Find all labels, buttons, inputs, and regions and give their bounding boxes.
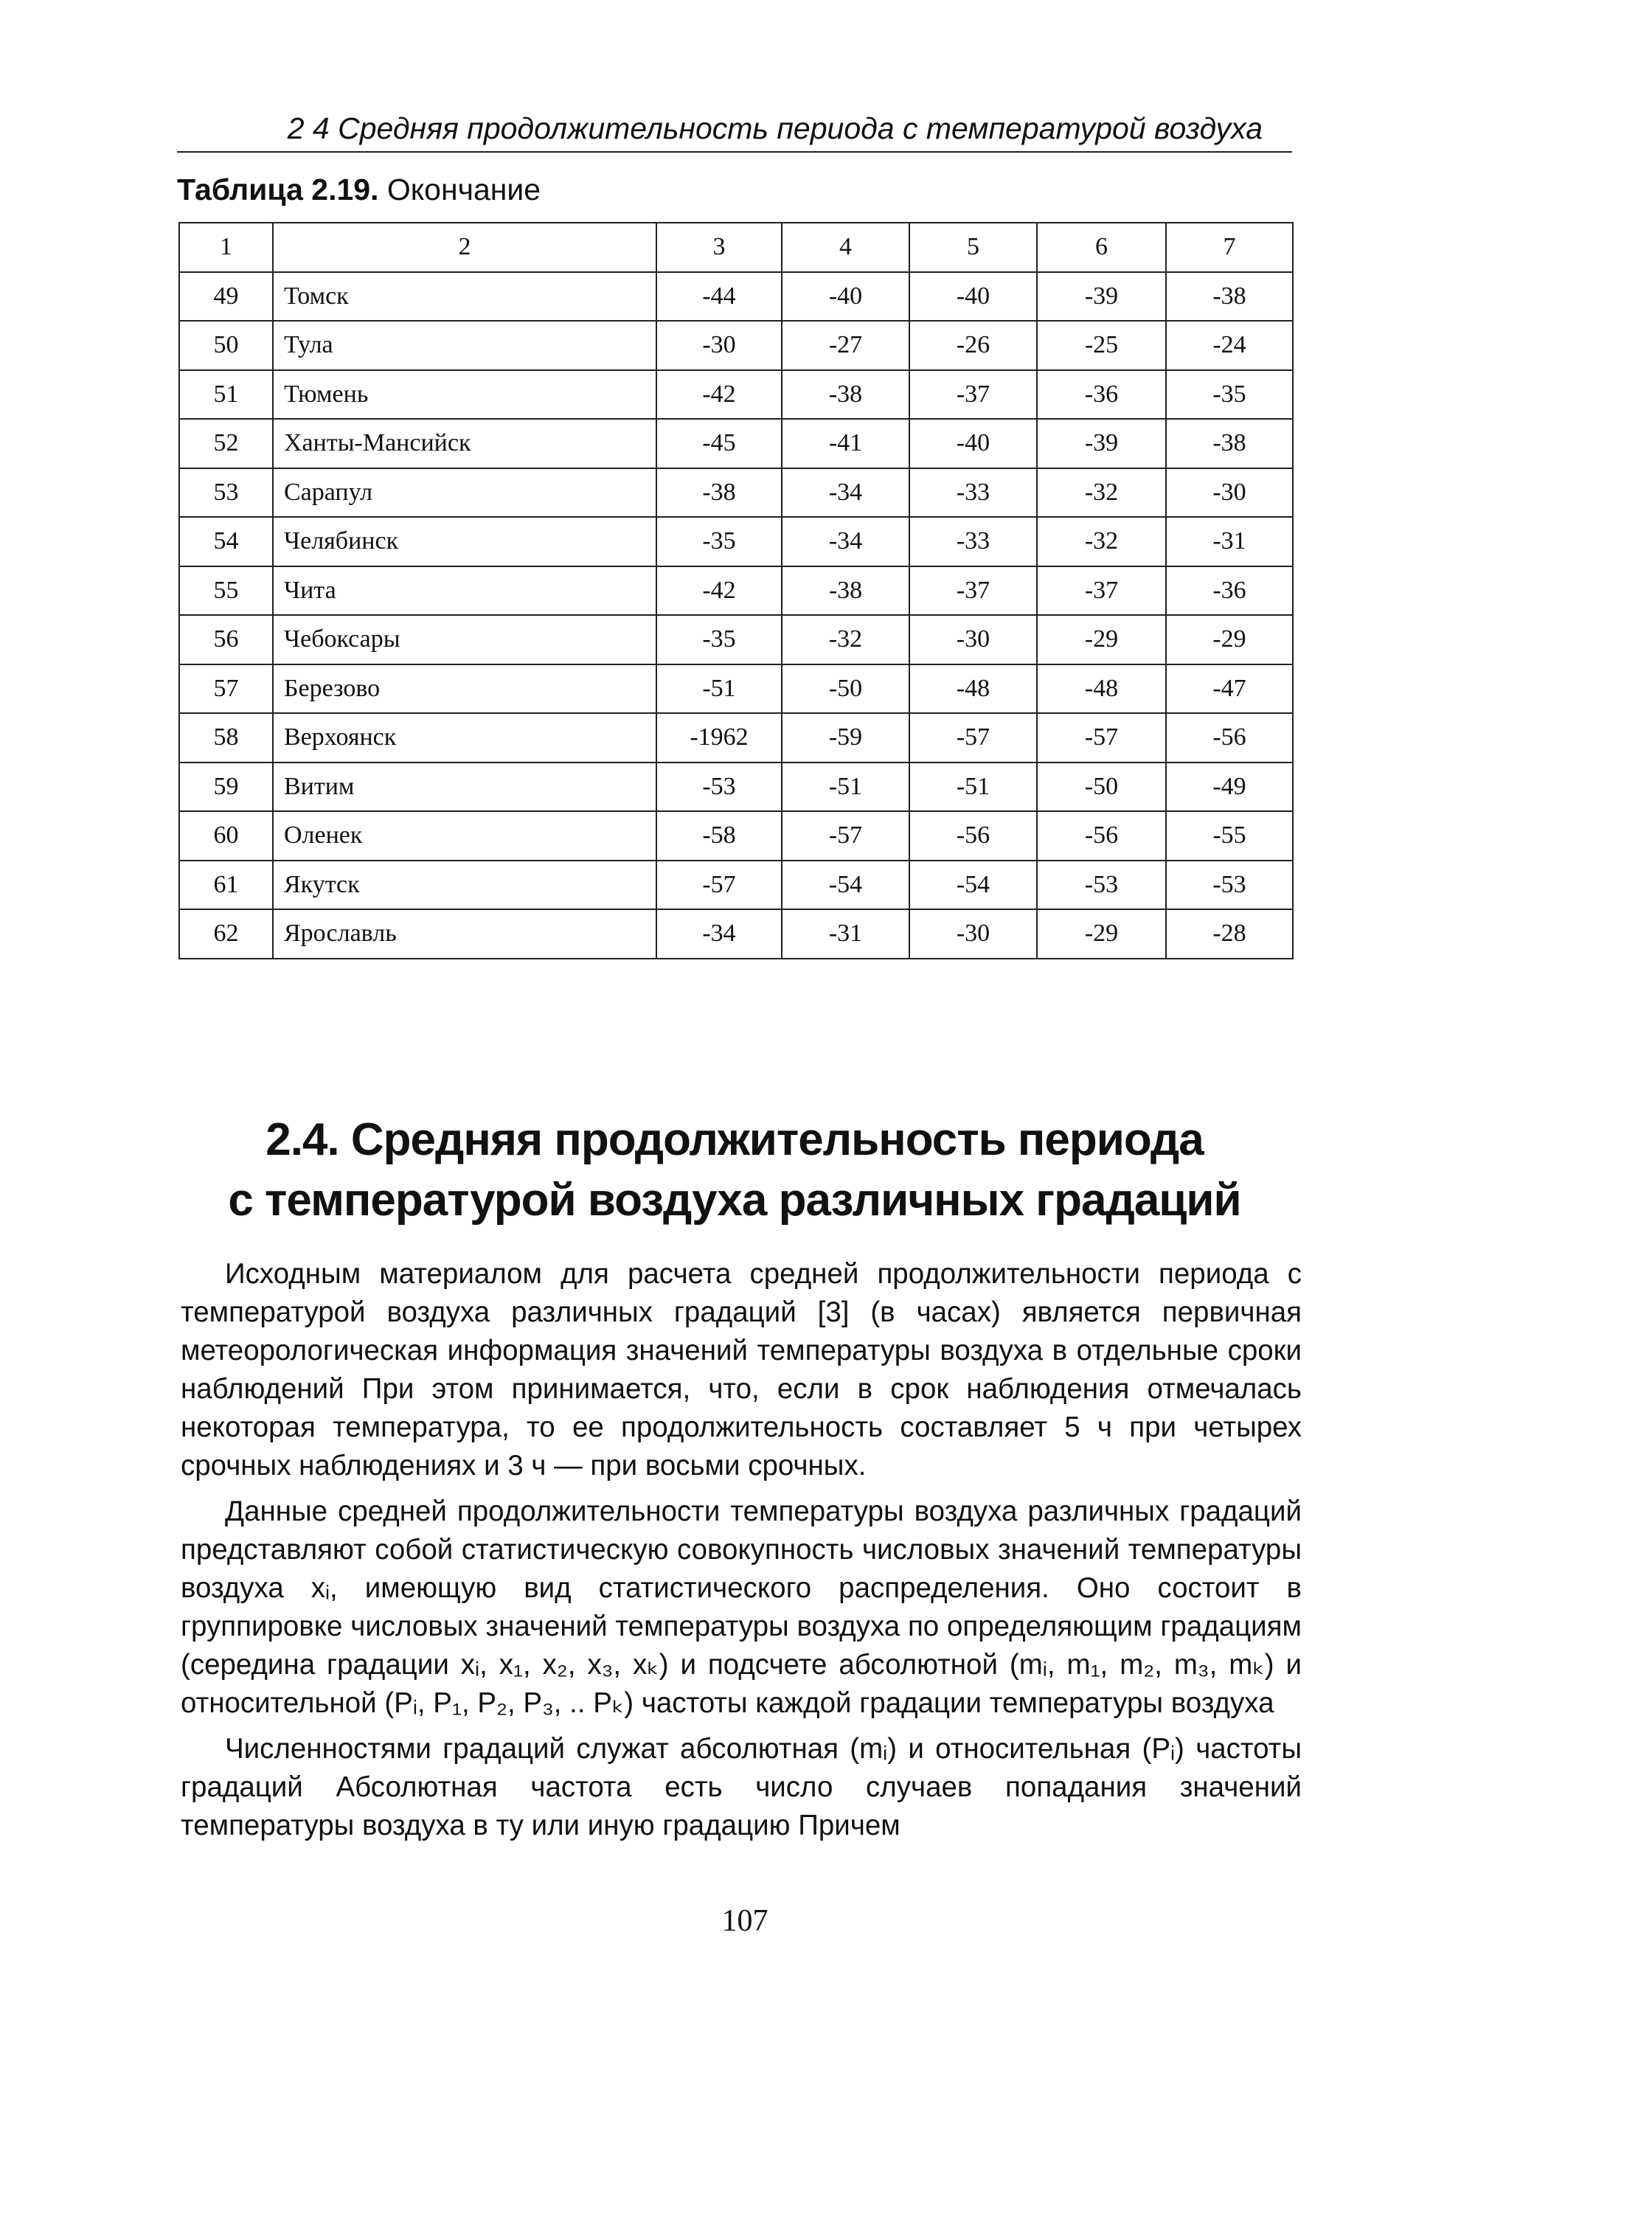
city-name-cell: Оленек [273, 811, 656, 861]
table-row [179, 272, 1293, 322]
value-cell: -26 [909, 321, 1037, 370]
city-name-cell: Чита [273, 566, 656, 616]
city-name-cell: Томск [273, 272, 656, 322]
city-name-cell: Ярославль [273, 909, 656, 959]
value-cell: -57 [909, 713, 1037, 763]
column-header: 5 [909, 223, 1037, 272]
table-caption-label: Таблица 2.19. [177, 173, 379, 206]
column-header: 6 [1037, 223, 1166, 272]
row-number-cell: 54 [179, 517, 273, 566]
row-number-cell: 53 [179, 468, 273, 518]
value-cell: -28 [1166, 909, 1293, 959]
value-cell: -53 [1166, 861, 1293, 910]
row-number-cell: 60 [179, 811, 273, 861]
value-cell: -56 [909, 811, 1037, 861]
value-cell: -59 [782, 713, 909, 763]
row-number-cell: 55 [179, 566, 273, 616]
row-number-cell: 59 [179, 763, 273, 812]
value-cell: -32 [1037, 517, 1166, 566]
value-cell: -45 [656, 419, 782, 468]
value-cell: -34 [782, 517, 909, 566]
paragraph: Данные средней продолжительности температуры воздуха различных градаций представляют собой статистическую совокупность числовых значений температуры воздуха xᵢ, имеющую вид статистического распределения. Оно состоит в группировке числовых значений температуры воздуха по определяющим градациям (середина градации xᵢ, x₁, x₂, x₃, xₖ) и подсчете абсолютной (mᵢ, m₁, m₂, m₃, mₖ) и относительной (Pᵢ, P₁, P₂, P₃, .. Pₖ) частоты каждой градации температуры воздуха [181, 1496, 1302, 1719]
page-number: 107 [721, 1904, 768, 1938]
city-name-cell: Чебоксары [273, 615, 656, 664]
value-cell: -31 [1166, 517, 1293, 566]
value-cell: -57 [782, 811, 909, 861]
table-row [179, 861, 1293, 910]
table-row [179, 713, 1293, 763]
data-table [178, 222, 1294, 959]
value-cell: -57 [656, 861, 782, 910]
row-number-cell: 56 [179, 615, 273, 664]
value-cell: -44 [656, 272, 782, 322]
column-header: 4 [782, 223, 909, 272]
value-cell: -54 [782, 861, 909, 910]
row-number-cell: 50 [179, 321, 273, 370]
row-number-cell: 49 [179, 272, 273, 322]
paragraph: Исходным материалом для расчета средней продолжительности периода с температурой воздуха различных градаций [3] (в часах) является первичная метеорологическая информация значений температуры воздуха в отдельные сроки наблюдений При этом принимается, что, если в срок наблюдения отмечалась некоторая температура, то ее продолжительность составляет 5 ч при четырех срочных наблюдениях и 3 ч — при восьми срочных. [181, 1258, 1302, 1482]
city-name-cell: Тула [273, 321, 656, 370]
value-cell: -50 [782, 664, 909, 714]
table-header-row [179, 223, 1293, 272]
table-row [179, 517, 1293, 566]
value-cell: -32 [782, 615, 909, 664]
value-cell: -33 [909, 468, 1037, 518]
value-cell: -25 [1037, 321, 1166, 370]
value-cell: -30 [1166, 468, 1293, 518]
value-cell: -38 [656, 468, 782, 518]
table-row [179, 321, 1293, 370]
value-cell: -38 [1166, 272, 1293, 322]
value-cell: -41 [782, 419, 909, 468]
value-cell: -33 [909, 517, 1037, 566]
value-cell: -48 [1037, 664, 1166, 714]
value-cell: -30 [909, 909, 1037, 959]
value-cell: -58 [656, 811, 782, 861]
body-text [181, 1255, 1302, 1852]
city-name-cell: Якутск [273, 861, 656, 910]
value-cell: -30 [656, 321, 782, 370]
value-cell: -34 [656, 909, 782, 959]
value-cell: -1962 [656, 713, 782, 763]
value-cell: -38 [782, 566, 909, 616]
row-number-cell: 58 [179, 713, 273, 763]
row-number-cell: 61 [179, 861, 273, 910]
city-name-cell: Верхоянск [273, 713, 656, 763]
row-number-cell: 51 [179, 370, 273, 420]
city-name-cell: Тюмень [273, 370, 656, 420]
value-cell: -37 [909, 370, 1037, 420]
header-rule [177, 151, 1292, 153]
value-cell: -30 [909, 615, 1037, 664]
value-cell: -40 [909, 272, 1037, 322]
value-cell: -39 [1037, 419, 1166, 468]
value-cell: -36 [1166, 566, 1293, 616]
value-cell: -49 [1166, 763, 1293, 812]
value-cell: -48 [909, 664, 1037, 714]
column-header: 1 [179, 223, 273, 272]
city-name-cell: Сарапул [273, 468, 656, 518]
value-cell: -40 [909, 419, 1037, 468]
table-row [179, 419, 1293, 468]
value-cell: -27 [782, 321, 909, 370]
value-cell: -35 [656, 517, 782, 566]
value-cell: -35 [1166, 370, 1293, 420]
row-number-cell: 52 [179, 419, 273, 468]
value-cell: -29 [1037, 909, 1166, 959]
value-cell: -29 [1166, 615, 1293, 664]
table-row [179, 811, 1293, 861]
value-cell: -39 [1037, 272, 1166, 322]
table-row [179, 664, 1293, 714]
column-header: 7 [1166, 223, 1293, 272]
value-cell: -50 [1037, 763, 1166, 812]
value-cell: -35 [656, 615, 782, 664]
table-caption [177, 171, 541, 208]
value-cell: -53 [1037, 861, 1166, 910]
value-cell: -56 [1037, 811, 1166, 861]
city-name-cell: Березово [273, 664, 656, 714]
section-title-line: 2.4. Средняя продолжительность периода [266, 1114, 1204, 1165]
value-cell: -37 [1037, 566, 1166, 616]
city-name-cell: Челябинск [273, 517, 656, 566]
paragraph: Численностями градаций служат абсолютная (mᵢ) и относительная (Pᵢ) частоты градаций Абсолютная частота есть число случаев попадания значений температуры воздуха в ту или иную градацию Причем [181, 1733, 1302, 1841]
section-title-line: с температурой воздуха различных градаций [228, 1175, 1241, 1226]
table-caption-suffix: Окончание [378, 173, 541, 206]
table-row [179, 468, 1293, 518]
value-cell: -57 [1037, 713, 1166, 763]
value-cell: -42 [656, 370, 782, 420]
column-header: 3 [656, 223, 782, 272]
table-row [179, 370, 1293, 420]
value-cell: -53 [656, 763, 782, 812]
row-number-cell: 57 [179, 664, 273, 714]
value-cell: -24 [1166, 321, 1293, 370]
column-header: 2 [273, 223, 656, 272]
value-cell: -56 [1166, 713, 1293, 763]
value-cell: -38 [782, 370, 909, 420]
city-name-cell: Витим [273, 763, 656, 812]
value-cell: -42 [656, 566, 782, 616]
value-cell: -37 [909, 566, 1037, 616]
row-number-cell: 62 [179, 909, 273, 959]
value-cell: -34 [782, 468, 909, 518]
city-name-cell: Ханты-Мансийск [273, 419, 656, 468]
value-cell: -55 [1166, 811, 1293, 861]
value-cell: -36 [1037, 370, 1166, 420]
value-cell: -38 [1166, 419, 1293, 468]
table-row [179, 615, 1293, 664]
value-cell: -51 [656, 664, 782, 714]
value-cell: -29 [1037, 615, 1166, 664]
table-row [179, 909, 1293, 959]
value-cell: -51 [909, 763, 1037, 812]
value-cell: -51 [782, 763, 909, 812]
table-row [179, 763, 1293, 812]
running-head: 2 4 Средняя продолжительность периода с температурой воздуха [287, 111, 1263, 145]
value-cell: -40 [782, 272, 909, 322]
table-row [179, 566, 1293, 616]
value-cell: -31 [782, 909, 909, 959]
value-cell: -54 [909, 861, 1037, 910]
value-cell: -32 [1037, 468, 1166, 518]
section-title [177, 1110, 1292, 1231]
value-cell: -47 [1166, 664, 1293, 714]
